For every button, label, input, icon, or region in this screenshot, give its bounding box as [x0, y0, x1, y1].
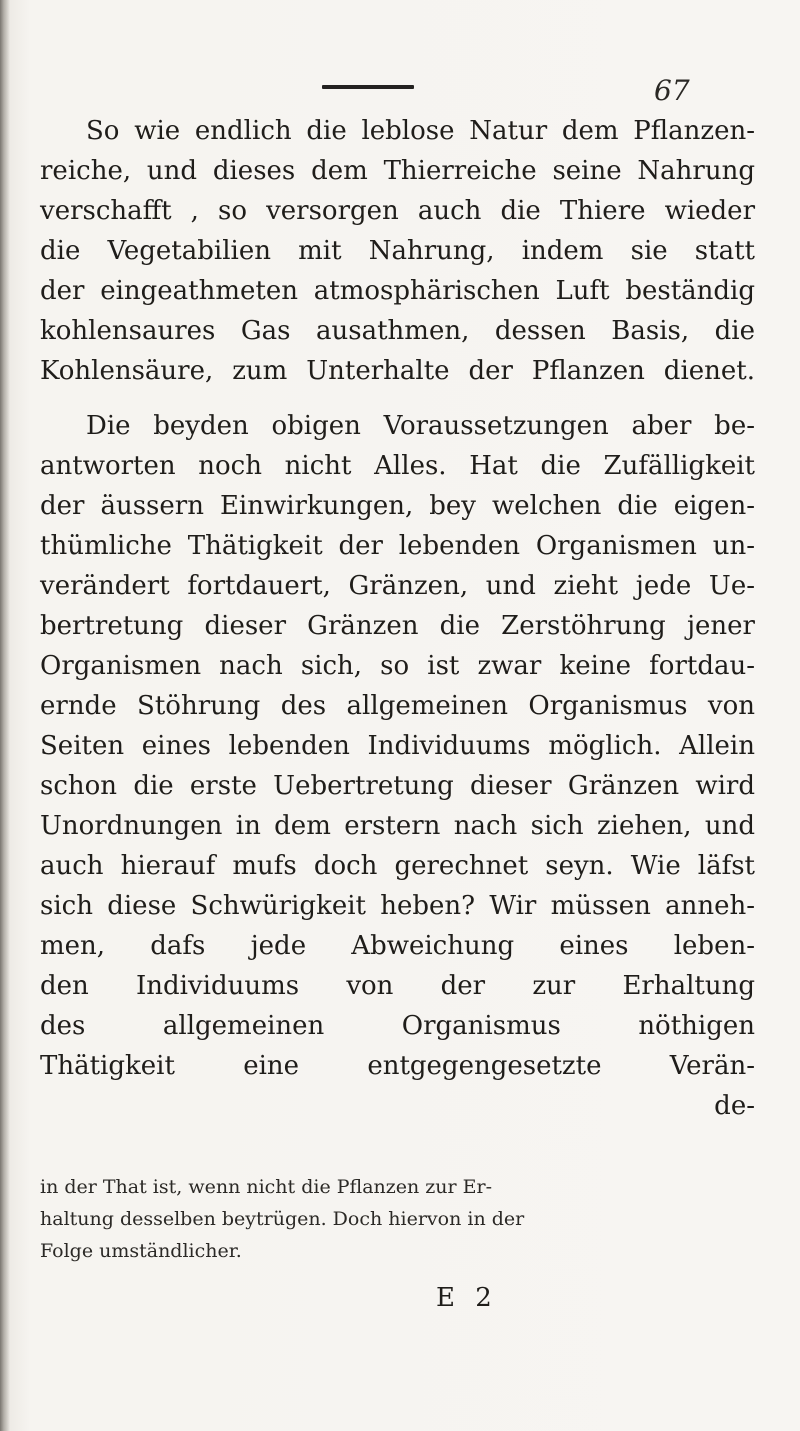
text-line: verändert fortdauert, Gränzen, und zieht jede Ue-: [40, 571, 755, 601]
text-line: reiche, und dieses dem Thierreiche seine Nahrung: [40, 156, 755, 186]
text-line: des allgemeinen Organismus nöthigen: [40, 1011, 755, 1041]
page-binding-shadow: [0, 0, 10, 1431]
text-line: Unordnungen in dem erstern nach sich ziehen, und: [40, 811, 755, 841]
text-line: Thätigkeit eine entgegengesetzte Verän-: [40, 1051, 755, 1081]
text-line: sich diese Schwürigkeit heben? Wir müssen anneh-: [40, 891, 755, 921]
printer-signature: E 2: [436, 1283, 498, 1313]
text-line: Die beyden obigen Voraussetzungen aber be-: [86, 411, 755, 441]
text-line: antworten noch nicht Alles. Hat die Zufälligkeit: [40, 451, 755, 481]
footnote-line: haltung desselben beytrügen. Doch hiervon in der: [40, 1208, 525, 1230]
text-line: der eingeathmeten atmosphärischen Luft beständig: [40, 276, 755, 306]
text-line: kohlensaures Gas ausathmen, dessen Basis, die: [40, 316, 755, 346]
text-line: verschafft , so versorgen auch die Thiere wieder: [40, 196, 755, 226]
catchword: de-: [714, 1091, 755, 1121]
text-line: die Vegetabilien mit Nahrung, indem sie statt: [40, 236, 755, 266]
text-line: auch hierauf mufs doch gerechnet seyn. Wie läfst: [40, 851, 755, 881]
text-line: den Individuums von der zur Erhaltung: [40, 971, 755, 1001]
text-line: schon die erste Uebertretung dieser Gränzen wird: [40, 771, 755, 801]
footnote-line: in der That ist, wenn nicht die Pflanzen zur Er-: [40, 1176, 493, 1198]
text-line: thümliche Thätigkeit der lebenden Organismen un-: [40, 531, 755, 561]
text-line: Kohlensäure, zum Unterhalte der Pflanzen dienet.: [40, 356, 755, 386]
text-line: der äussern Einwirkungen, bey welchen die eigen-: [40, 491, 755, 521]
text-line: ernde Stöhrung des allgemeinen Organismus von: [40, 691, 755, 721]
text-line: men, dafs jede Abweichung eines leben-: [40, 931, 755, 961]
text-line: Seiten eines lebenden Individuums möglich. Allein: [40, 731, 755, 761]
text-line: bertretung dieser Gränzen die Zerstöhrung jener: [40, 611, 755, 641]
text-line: Organismen nach sich, so ist zwar keine fortdau-: [40, 651, 755, 681]
footnote-line: Folge umständlicher.: [40, 1240, 242, 1262]
header-rule: [322, 85, 414, 89]
text-line: So wie endlich die leblose Natur dem Pflanzen-: [86, 116, 755, 146]
page-number: 67: [654, 74, 690, 107]
